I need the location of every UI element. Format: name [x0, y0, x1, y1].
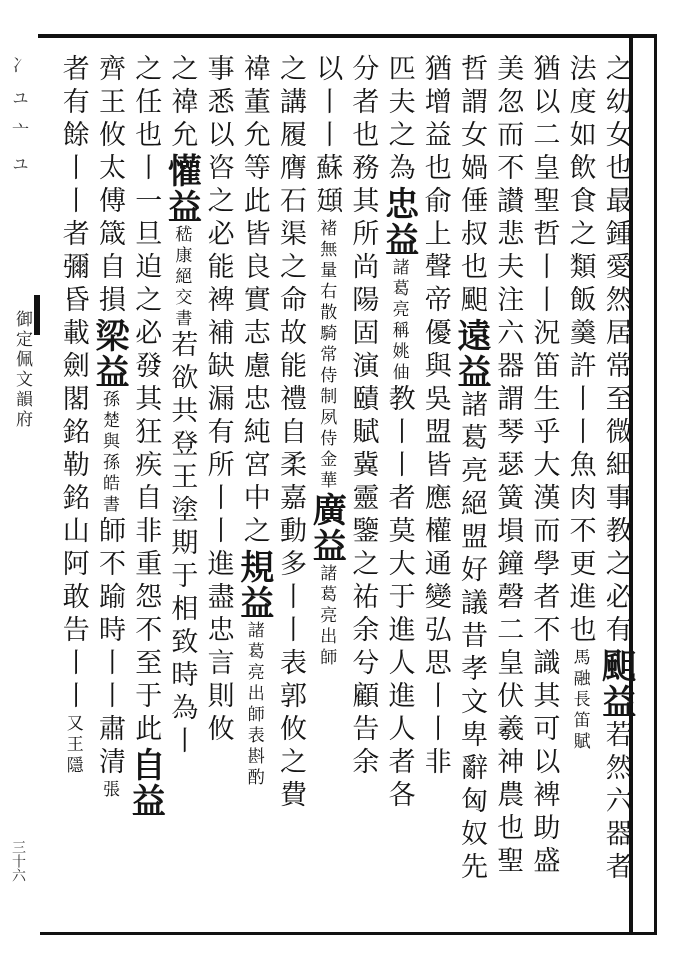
body-text: 分者也	[347, 54, 379, 153]
text-column	[53, 54, 93, 777]
body-text: 丨一旦迫之必發其狂疾自非重怨不至于此	[130, 153, 162, 747]
entry-heading: 規益	[233, 549, 274, 621]
entry-heading: 䫻益	[595, 648, 636, 720]
body-text: 之講履膺石渠之命故能禮自柔嘉動多丨丨	[275, 54, 306, 648]
entry-heading: 廣益	[306, 492, 347, 564]
body-text: 法度如飲食之類飯羹許丨丨魚肉不更進也	[564, 54, 596, 648]
annotation-text: 又王隱	[62, 714, 83, 777]
annotation-text: 褚無量右散騎常侍制夙侍金華	[316, 219, 337, 492]
text-column	[342, 54, 382, 780]
body-text: 務其所尚陽固演賾賦冀靈鑒之祐余兮顧告余	[347, 153, 379, 780]
page-border-outer-right	[654, 34, 657, 935]
text-column	[125, 54, 165, 819]
annotation-text: 諸葛亮出師	[316, 564, 337, 669]
text-column	[270, 54, 310, 813]
body-text: 師不踰時丨丨肅清	[94, 516, 125, 780]
page-border-bottom	[38, 932, 657, 935]
body-text: 匹夫之為	[383, 54, 415, 186]
text-column	[415, 54, 455, 780]
annotation-text: 嵇康絕交書	[171, 225, 192, 330]
annotation-text: 諸葛亮稱姚伷	[388, 258, 409, 384]
text-column	[161, 54, 201, 759]
body-text: 禕董允等此皆良實志慮忠純宮中之	[238, 54, 270, 549]
text-column	[596, 54, 636, 885]
entry-heading: 懽益	[161, 153, 202, 225]
body-text: 猶增益也俞上聲	[419, 54, 451, 285]
page-border-top	[38, 34, 657, 38]
body-text: 哲謂女媧倕叔也䫻	[456, 54, 487, 318]
body-text: 表郭攸之費	[275, 648, 306, 813]
body-text: 事悉以咨之必能裨補缺漏有所丨丨進盡忠言則攸	[202, 54, 234, 747]
annotation-text: 張	[99, 780, 119, 801]
body-text: 教丨丨者莫大于進人進人者各	[383, 384, 415, 813]
body-text: 以丨丨蘇頲	[311, 54, 343, 219]
margin-glyphs: 冫ユ亠ユ	[8, 56, 28, 188]
body-text: 載劍閣銘勒銘山阿敢告丨丨	[57, 318, 89, 714]
body-text: 諸葛亮絕盟好議昔孝文卑辭匈奴先	[456, 390, 487, 885]
annotation-text: 孫楚與孫皓書	[99, 390, 119, 516]
body-text: 者有餘丨丨者彌昏	[57, 54, 89, 318]
body-text: 美忽而不讃悲夫注六器謂琴瑟簧塤鐘磬二皇伏羲神農也聖	[492, 54, 524, 879]
text-column	[89, 54, 129, 801]
text-column	[306, 54, 346, 669]
body-text: 若欲共登王塗期于相致時為丨	[166, 330, 198, 759]
text-column	[560, 54, 600, 753]
margin-book-title: 御定佩文韻府	[12, 310, 32, 430]
entry-heading: 梁益	[89, 318, 129, 390]
annotation-text: 諸葛亮出師表斟酌	[243, 621, 264, 789]
entry-heading: 忠益	[378, 186, 419, 258]
entry-heading: 自益	[125, 747, 166, 819]
body-text: 若然六器者	[600, 720, 632, 885]
text-column	[234, 54, 274, 789]
text-column	[198, 54, 238, 747]
body-text: 猶以二皇聖哲丨丨況笛生乎大漢而學者不識其可以裨助盛	[528, 54, 560, 879]
entry-heading: 遠益	[451, 318, 491, 390]
annotation-text: 馬融長笛賦	[569, 648, 590, 753]
text-column	[523, 54, 563, 879]
body-text: 之幼女也最鍾愛然居常至微細事教之必有	[600, 54, 632, 648]
body-text: 之禕允	[166, 54, 198, 153]
text-column	[487, 54, 527, 879]
body-text: 之任也	[130, 54, 162, 153]
margin-page-number: 三十六	[10, 840, 26, 882]
text-column	[451, 54, 491, 885]
text-column	[379, 54, 419, 813]
body-text: 帝優與吳盟皆應權通變弘思丨丨非	[419, 285, 451, 780]
body-text: 齊王攸太傅箴自損	[94, 54, 125, 318]
